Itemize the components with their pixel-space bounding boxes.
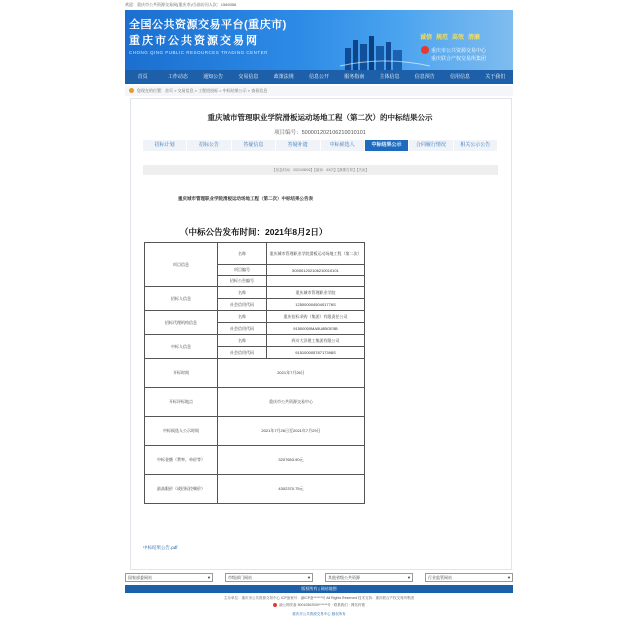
- footer-line-3[interactable]: 重庆市公共资源交易中心 版权所有: [292, 612, 346, 616]
- agency-name-value: 重庆招标采购（集团）有限责任公司: [267, 311, 365, 323]
- chevron-down-icon: ▼: [507, 575, 511, 580]
- nav-item-home[interactable]: 首页: [137, 74, 148, 80]
- open-time-value: 2021年7月26日: [218, 359, 365, 388]
- main-nav: [125, 70, 513, 84]
- nav-item-about[interactable]: 关于我们: [485, 74, 506, 80]
- welcome-text: 欢迎：重庆市公共资源交易网(重庆市)!当前访问人次：1589356: [125, 2, 237, 7]
- city-skyline-icon: [340, 30, 430, 70]
- chevron-down-icon: ▼: [307, 575, 311, 580]
- info-meta[interactable]: 【信息时间：2021/08/02】【阅读：63次】【我要打印】【关闭】: [143, 165, 498, 175]
- banner-title-en: CHONG QING PUBLIC RESOURCES TRADING CENTER: [129, 50, 268, 55]
- police-badge-icon: [273, 603, 277, 607]
- open-time-label: 开标时间: [145, 359, 218, 388]
- publish-time: （中标公告发布时间：2021年8月2日）: [180, 227, 328, 237]
- footer-line-1: 主办单位：重庆市公共资源交易中心 ICP备案号：渝ICP备******号 All Rights Reserved 技术支持：重庆联合产权交易所集团: [224, 596, 414, 600]
- amount-label: 中标金额（费率、单价等）: [145, 446, 218, 475]
- org-logo-icon: [421, 46, 429, 54]
- open-place-label: 开标评标地点: [145, 388, 218, 417]
- publicity-value: 2021年7月26日至2021年7月29日: [218, 417, 365, 446]
- tab-candidates[interactable]: 中标候选人: [321, 140, 364, 151]
- agency-name-label: 名称: [218, 311, 267, 323]
- notice-heading: 重庆城市管理职业学院滑板运动场地工程（第二次）中标结果公告表: [178, 196, 313, 201]
- limit-value: 4302370.75元: [218, 475, 365, 504]
- tenderer-code-value: 12500000450401776S: [267, 299, 365, 311]
- select-city[interactable]: 市级部门网站 ▼: [225, 573, 313, 582]
- project-name-value: 重庆城市管理职业学院滑板运动场地工程（第二次）: [267, 243, 365, 265]
- nav-item-policy[interactable]: 政策法规: [273, 74, 294, 80]
- select-industry[interactable]: 行业监管网站 ▼: [425, 573, 513, 582]
- tab-announcement[interactable]: 招标公告: [187, 140, 230, 151]
- org-name-2: 重庆联合产权交易所集团: [431, 56, 487, 62]
- banner-title-1: 全国公共资源交易平台(重庆市): [129, 19, 287, 31]
- tab-supplement[interactable]: 答疑补遗: [276, 140, 319, 151]
- nav-item-subject[interactable]: 主体信息: [379, 74, 400, 80]
- attachment-link[interactable]: 中标结果公告.pdf: [143, 545, 178, 550]
- tenderer-label: 招标人信息: [145, 287, 218, 311]
- chevron-down-icon: ▼: [407, 575, 411, 580]
- result-table: [144, 242, 365, 504]
- winner-code-value: 91510000578717398S: [267, 347, 365, 359]
- nav-item-guide[interactable]: 服务指南: [344, 74, 365, 80]
- agency-label: 招标代理机构信息: [145, 311, 218, 335]
- tenderer-name-label: 名称: [218, 287, 267, 299]
- tenderer-name-value: 重庆城市管理职业学院: [267, 287, 365, 299]
- nav-item-open[interactable]: 信息公开: [308, 74, 329, 80]
- tab-contract[interactable]: 合同履行情况: [409, 140, 452, 151]
- agency-code-label: 社会信用代码: [218, 323, 267, 335]
- winner-name-label: 名称: [218, 335, 267, 347]
- agency-code-value: 91500000MA5U8BGE5B: [267, 323, 365, 335]
- nav-item-credit[interactable]: 信用信息: [450, 74, 471, 80]
- open-place-value: 重庆市公共资源交易中心: [218, 388, 365, 417]
- home-icon: [129, 88, 134, 93]
- winner-name-value: 四川大洋建工集团有限公司: [267, 335, 365, 347]
- project-name-label: 名称: [218, 243, 267, 265]
- banner-title-2: 重庆市公共资源交易网: [129, 35, 259, 47]
- limit-label: 最高限价（或招标控制价）: [145, 475, 218, 504]
- project-number: 项目编号：500001202106210010101: [274, 130, 366, 136]
- banner-slogan: 诚信 规范 高效 清廉: [420, 35, 481, 41]
- amount-value: 3207653.90元: [218, 446, 365, 475]
- nav-item-news[interactable]: 工作动态: [167, 74, 188, 80]
- winner-label: 中标人信息: [145, 335, 218, 359]
- tab-qa[interactable]: 答疑信息: [232, 140, 275, 151]
- section-value: [267, 276, 365, 287]
- breadcrumb-text[interactable]: 您现在的位置：首页 > 交易信息 > 工程招投标 > 中标结果公示 > 查看信息: [137, 88, 268, 93]
- select-ministry[interactable]: 国家部委网站 ▼: [125, 573, 213, 582]
- section-label: 招标公告编号: [218, 276, 267, 287]
- nav-item-forecast[interactable]: 信息预告: [414, 74, 435, 80]
- tab-related[interactable]: 相关公示公告: [454, 140, 497, 151]
- stage-tabs: [143, 140, 498, 151]
- nav-item-notice[interactable]: 通知公告: [203, 74, 224, 80]
- page-title: 重庆城市管理职业学院滑板运动场地工程（第二次）的中标结果公示: [207, 113, 433, 122]
- project-info-label: 项目信息: [145, 243, 218, 287]
- tab-result[interactable]: 中标结果公示: [365, 140, 408, 151]
- project-no-label: 项目编号: [218, 265, 267, 276]
- tenderer-code-label: 社会信用代码: [218, 299, 267, 311]
- org-name-1: 重庆市公共资源交易中心: [431, 48, 487, 54]
- footer-bar[interactable]: 版权所有 | 网站地图: [125, 585, 513, 593]
- top-bar: [0, 0, 639, 10]
- project-no-value: 500001202106210010101: [267, 265, 365, 276]
- footer-line-2: 渝公网安备 50010502000******号 · 联系我们 · 网站纠错: [125, 603, 513, 608]
- site-banner: [125, 10, 513, 70]
- chevron-down-icon: ▼: [207, 575, 211, 580]
- select-province[interactable]: 其他省级公共资源 ▼: [325, 573, 413, 582]
- link-selects: [125, 573, 513, 582]
- winner-code-label: 社会信用代码: [218, 347, 267, 359]
- nav-item-trade[interactable]: 交易信息: [238, 74, 259, 80]
- publicity-label: 中标候选人公示时间: [145, 417, 218, 446]
- breadcrumb: [125, 86, 513, 96]
- tab-plan[interactable]: 招标计划: [143, 140, 186, 151]
